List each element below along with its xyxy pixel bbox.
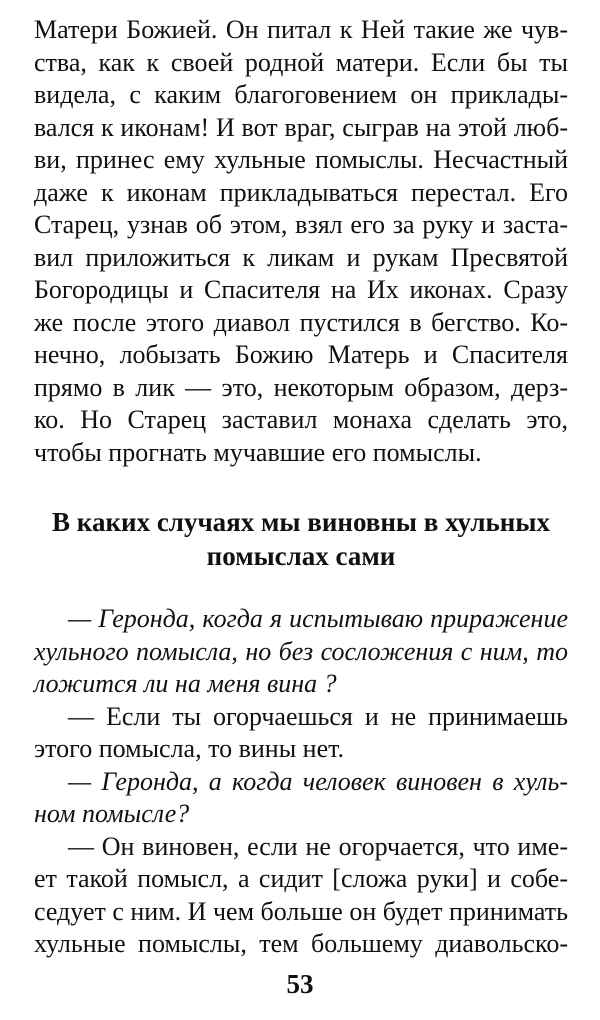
answer-1 [34, 701, 568, 766]
text-line: видела, с каким благоговением он приклады- [34, 80, 568, 109]
paragraph-intro [34, 14, 568, 469]
text-line: Матери Божией. Он питал к Ней такие же чув- [34, 15, 568, 44]
text-line: — Он виновен, если не огорчается, что име- [68, 831, 568, 861]
book-page [34, 14, 568, 961]
text-line: ко. Но Старец заставил монаха сделать это, [34, 405, 568, 434]
dialogue [34, 603, 568, 961]
answer-2 [34, 831, 568, 961]
question-1 [34, 603, 568, 701]
text-line: ства, как к своей родной матери. Если бы ты [34, 47, 568, 77]
text-line: вался к иконам! И вот враг, сыграв на этой люб- [34, 112, 568, 142]
page-number: 53 [286, 969, 314, 999]
text-line: — Геронда, а когда человек виновен в хуль- [68, 766, 568, 796]
section-heading [34, 505, 568, 573]
text-line: ви, принес ему хульные помыслы. Несчастный [34, 145, 568, 174]
text-line: Богородицы и Спасителя на Их иконах. Сразу [34, 275, 568, 304]
text-line: хульного помысла, но без сосложения с ним, то [34, 636, 568, 666]
text-line: ет такой помысл, а сидит [сложа руки] и собе- [34, 864, 568, 893]
text-line: ложится ли на меня вина ? [34, 669, 337, 698]
text-line: этого помысла, то вины нет. [34, 734, 345, 763]
text-line: Старец, узнав об этом, взял его за руку и заста- [34, 210, 568, 239]
text-line: ном помысле? [34, 799, 190, 828]
text-line: седует с ним. И чем больше он будет принимать [34, 896, 568, 926]
text-line: прямо в лик — это, некоторым образом, дерз- [34, 372, 568, 402]
text-line: даже к иконам прикладываться перестал. Его [34, 177, 568, 207]
text-line: же после этого диавол пустился в бегство. Ко- [34, 307, 568, 337]
text-line: чтобы прогнать мучавшие его помыслы. [34, 437, 482, 467]
text-line: — Если ты огорчаешься и не принимаешь [68, 701, 568, 731]
question-2 [34, 766, 568, 831]
text-line: — Геронда, когда я испытываю приражение [68, 604, 568, 633]
section-heading-line-2: помыслах сами [206, 541, 396, 571]
section-heading-line-1: В каких случаях мы виновны в хульных [52, 507, 550, 537]
text-line: нечно, лобызать Божию Матерь и Спасителя [34, 340, 568, 369]
text-line: хульные помыслы, тем большему диавольско- [34, 929, 568, 958]
text-line: вил приложиться к ликам и рукам Пресвятой [34, 242, 568, 272]
